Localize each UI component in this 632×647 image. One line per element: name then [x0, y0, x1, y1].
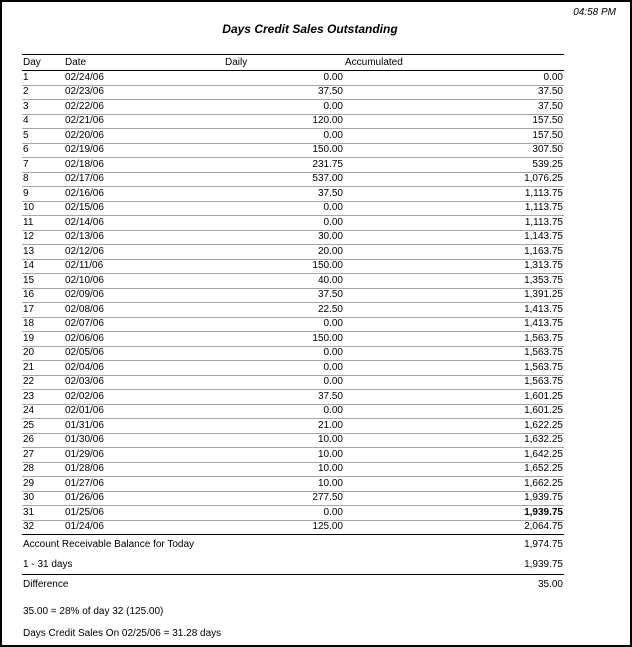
cell-accumulated: 1,413.75 — [344, 303, 564, 318]
cell-daily: 20.00 — [224, 245, 344, 260]
table-row — [22, 491, 564, 506]
cell-accumulated: 1,563.75 — [344, 375, 564, 390]
footnote: Days Credit Sales On 02/25/06 = 31.28 days — [23, 628, 222, 639]
summary-label: 1 - 31 days — [23, 558, 73, 570]
cell-date: 02/07/06 — [64, 317, 224, 332]
cell-day: 8 — [22, 172, 64, 187]
col-header-daily: Daily — [224, 55, 344, 71]
cell-day: 4 — [22, 114, 64, 129]
cell-day: 16 — [22, 288, 64, 303]
cell-daily: 0.00 — [224, 404, 344, 419]
cell-day: 7 — [22, 158, 64, 173]
cell-accumulated: 1,622.25 — [344, 419, 564, 434]
cell-day: 9 — [22, 187, 64, 202]
cell-date: 01/27/06 — [64, 477, 224, 492]
table-row — [22, 303, 564, 318]
table-row — [22, 274, 564, 289]
cell-date: 02/20/06 — [64, 129, 224, 144]
cell-accumulated: 157.50 — [344, 114, 564, 129]
page-title: Days Credit Sales Outstanding — [222, 22, 398, 36]
table-row — [22, 433, 564, 448]
table-row — [22, 346, 564, 361]
cell-daily: 40.00 — [224, 274, 344, 289]
cell-daily: 150.00 — [224, 143, 344, 158]
cell-date: 02/19/06 — [64, 143, 224, 158]
table-row — [22, 71, 564, 86]
cell-accumulated: 1,391.25 — [344, 288, 564, 303]
table-row — [22, 172, 564, 187]
cell-date: 02/10/06 — [64, 274, 224, 289]
cell-daily: 537.00 — [224, 172, 344, 187]
cell-day: 23 — [22, 390, 64, 405]
cell-day: 6 — [22, 143, 64, 158]
cell-daily: 0.00 — [224, 100, 344, 115]
cell-date: 02/17/06 — [64, 172, 224, 187]
cell-date: 02/01/06 — [64, 404, 224, 419]
cell-daily: 277.50 — [224, 491, 344, 506]
cell-date: 02/13/06 — [64, 230, 224, 245]
table-row — [22, 201, 564, 216]
cell-accumulated: 1,353.75 — [344, 274, 564, 289]
table-row — [22, 317, 564, 332]
table-row — [22, 462, 564, 477]
cell-day: 1 — [22, 71, 64, 86]
cell-daily: 0.00 — [224, 317, 344, 332]
cell-daily: 37.50 — [224, 390, 344, 405]
cell-day: 12 — [22, 230, 64, 245]
col-header-accumulated: Accumulated — [344, 55, 564, 71]
cell-day: 32 — [22, 520, 64, 535]
footnotes — [22, 607, 564, 640]
cell-day: 11 — [22, 216, 64, 231]
cell-day: 14 — [22, 259, 64, 274]
table-row — [22, 448, 564, 463]
cell-day: 13 — [22, 245, 64, 260]
cell-day: 26 — [22, 433, 64, 448]
cell-date: 01/24/06 — [64, 520, 224, 535]
cell-day: 24 — [22, 404, 64, 419]
report-body — [22, 54, 564, 640]
cell-daily: 10.00 — [224, 477, 344, 492]
cell-daily: 120.00 — [224, 114, 344, 129]
summary-value: 1,939.75 — [524, 558, 563, 570]
cell-date: 02/04/06 — [64, 361, 224, 376]
table-row — [22, 245, 564, 260]
cell-accumulated: 0.00 — [344, 71, 564, 86]
cell-date: 02/22/06 — [64, 100, 224, 115]
cell-accumulated: 157.50 — [344, 129, 564, 144]
cell-date: 01/26/06 — [64, 491, 224, 506]
cell-day: 25 — [22, 419, 64, 434]
cell-daily: 150.00 — [224, 259, 344, 274]
cell-accumulated: 1,563.75 — [344, 361, 564, 376]
cell-accumulated: 1,113.75 — [344, 187, 564, 202]
cell-day: 27 — [22, 448, 64, 463]
summary-label: Difference — [23, 579, 69, 590]
cell-date: 02/16/06 — [64, 187, 224, 202]
table-row — [22, 216, 564, 231]
cell-day: 15 — [22, 274, 64, 289]
cell-accumulated: 1,939.75 — [344, 506, 564, 521]
cell-accumulated: 1,143.75 — [344, 230, 564, 245]
summary-value: 1,974.75 — [524, 539, 563, 550]
cell-date: 02/05/06 — [64, 346, 224, 361]
cell-date: 02/02/06 — [64, 390, 224, 405]
cell-accumulated: 1,601.25 — [344, 390, 564, 405]
cell-day: 19 — [22, 332, 64, 347]
cell-daily: 37.50 — [224, 85, 344, 100]
cell-date: 02/21/06 — [64, 114, 224, 129]
table-row — [22, 288, 564, 303]
cell-accumulated: 37.50 — [344, 100, 564, 115]
cell-day: 28 — [22, 462, 64, 477]
table-row — [22, 129, 564, 144]
cell-day: 21 — [22, 361, 64, 376]
summary — [22, 535, 564, 595]
cell-accumulated: 1,642.25 — [344, 448, 564, 463]
cell-daily: 0.00 — [224, 375, 344, 390]
summary-row-account-receivable-balance — [22, 535, 564, 555]
cell-daily: 22.50 — [224, 303, 344, 318]
table-row — [22, 187, 564, 202]
cell-day: 31 — [22, 506, 64, 521]
col-header-day: Day — [22, 55, 64, 71]
cell-accumulated: 1,313.75 — [344, 259, 564, 274]
cell-daily: 21.00 — [224, 419, 344, 434]
cell-accumulated: 1,662.25 — [344, 477, 564, 492]
cell-accumulated: 1,601.25 — [344, 404, 564, 419]
cell-daily: 0.00 — [224, 361, 344, 376]
cell-accumulated: 37.50 — [344, 85, 564, 100]
cell-daily: 0.00 — [224, 346, 344, 361]
cell-daily: 0.00 — [224, 506, 344, 521]
cell-daily: 37.50 — [224, 288, 344, 303]
cell-date: 02/14/06 — [64, 216, 224, 231]
cell-accumulated: 1,413.75 — [344, 317, 564, 332]
cell-date: 02/15/06 — [64, 201, 224, 216]
cell-daily: 30.00 — [224, 230, 344, 245]
cell-daily: 0.00 — [224, 71, 344, 86]
cell-accumulated: 1,632.25 — [344, 433, 564, 448]
table-row — [22, 520, 564, 535]
cell-daily: 150.00 — [224, 332, 344, 347]
summary-row-difference — [22, 574, 564, 595]
cell-daily: 10.00 — [224, 433, 344, 448]
cell-daily: 125.00 — [224, 520, 344, 535]
cell-date: 01/28/06 — [64, 462, 224, 477]
cell-date: 02/23/06 — [64, 85, 224, 100]
cell-day: 20 — [22, 346, 64, 361]
summary-value: 35.00 — [537, 579, 563, 590]
cell-accumulated: 1,652.25 — [344, 462, 564, 477]
cell-date: 01/31/06 — [64, 419, 224, 434]
cell-date: 02/24/06 — [64, 71, 224, 86]
cell-date: 01/30/06 — [64, 433, 224, 448]
cell-accumulated: 1,113.75 — [344, 201, 564, 216]
cell-accumulated: 1,113.75 — [344, 216, 564, 231]
table-row — [22, 404, 564, 419]
table-header-row — [22, 55, 564, 71]
cell-date: 02/06/06 — [64, 332, 224, 347]
cell-day: 10 — [22, 201, 64, 216]
table-row — [22, 361, 564, 376]
cell-accumulated: 1,939.75 — [344, 491, 564, 506]
cell-date: 02/12/06 — [64, 245, 224, 260]
table-row — [22, 375, 564, 390]
table-row — [22, 114, 564, 129]
col-header-date: Date — [64, 55, 224, 71]
cell-date: 02/03/06 — [64, 375, 224, 390]
cell-accumulated: 539.25 — [344, 158, 564, 173]
cell-day: 22 — [22, 375, 64, 390]
cell-date: 01/29/06 — [64, 448, 224, 463]
table-row — [22, 158, 564, 173]
cell-day: 30 — [22, 491, 64, 506]
cell-date: 02/09/06 — [64, 288, 224, 303]
summary-label: Account Receivable Balance for Today — [23, 539, 195, 550]
table-body — [22, 71, 564, 535]
table-row — [22, 332, 564, 347]
cell-accumulated: 1,563.75 — [344, 332, 564, 347]
cell-accumulated: 1,076.25 — [344, 172, 564, 187]
cell-day: 5 — [22, 129, 64, 144]
footnote: 35.00 = 28% of day 32 (125.00) — [23, 605, 164, 617]
cell-day: 3 — [22, 100, 64, 115]
cell-accumulated: 1,563.75 — [344, 346, 564, 361]
table-row — [22, 230, 564, 245]
dcso-table — [22, 54, 564, 535]
cell-date: 02/11/06 — [64, 259, 224, 274]
cell-date: 02/08/06 — [64, 303, 224, 318]
cell-accumulated: 2,064.75 — [344, 520, 564, 535]
cell-daily: 10.00 — [224, 448, 344, 463]
cell-daily: 0.00 — [224, 201, 344, 216]
table-row — [22, 390, 564, 405]
cell-accumulated: 1,163.75 — [344, 245, 564, 260]
report-time: 04:58 PM — [573, 7, 616, 18]
table-row — [22, 100, 564, 115]
cell-accumulated: 307.50 — [344, 143, 564, 158]
table-row — [22, 506, 564, 521]
table-row — [22, 419, 564, 434]
cell-date: 01/25/06 — [64, 506, 224, 521]
cell-daily: 231.75 — [224, 158, 344, 173]
table-row — [22, 143, 564, 158]
summary-row-days-1-31 — [22, 555, 564, 575]
cell-day: 18 — [22, 317, 64, 332]
cell-date: 02/18/06 — [64, 158, 224, 173]
cell-daily: 0.00 — [224, 129, 344, 144]
cell-daily: 0.00 — [224, 216, 344, 231]
cell-day: 2 — [22, 85, 64, 100]
cell-daily: 37.50 — [224, 187, 344, 202]
table-row — [22, 85, 564, 100]
cell-daily: 10.00 — [224, 462, 344, 477]
cell-day: 29 — [22, 477, 64, 492]
table-row — [22, 477, 564, 492]
table-row — [22, 259, 564, 274]
cell-day: 17 — [22, 303, 64, 318]
